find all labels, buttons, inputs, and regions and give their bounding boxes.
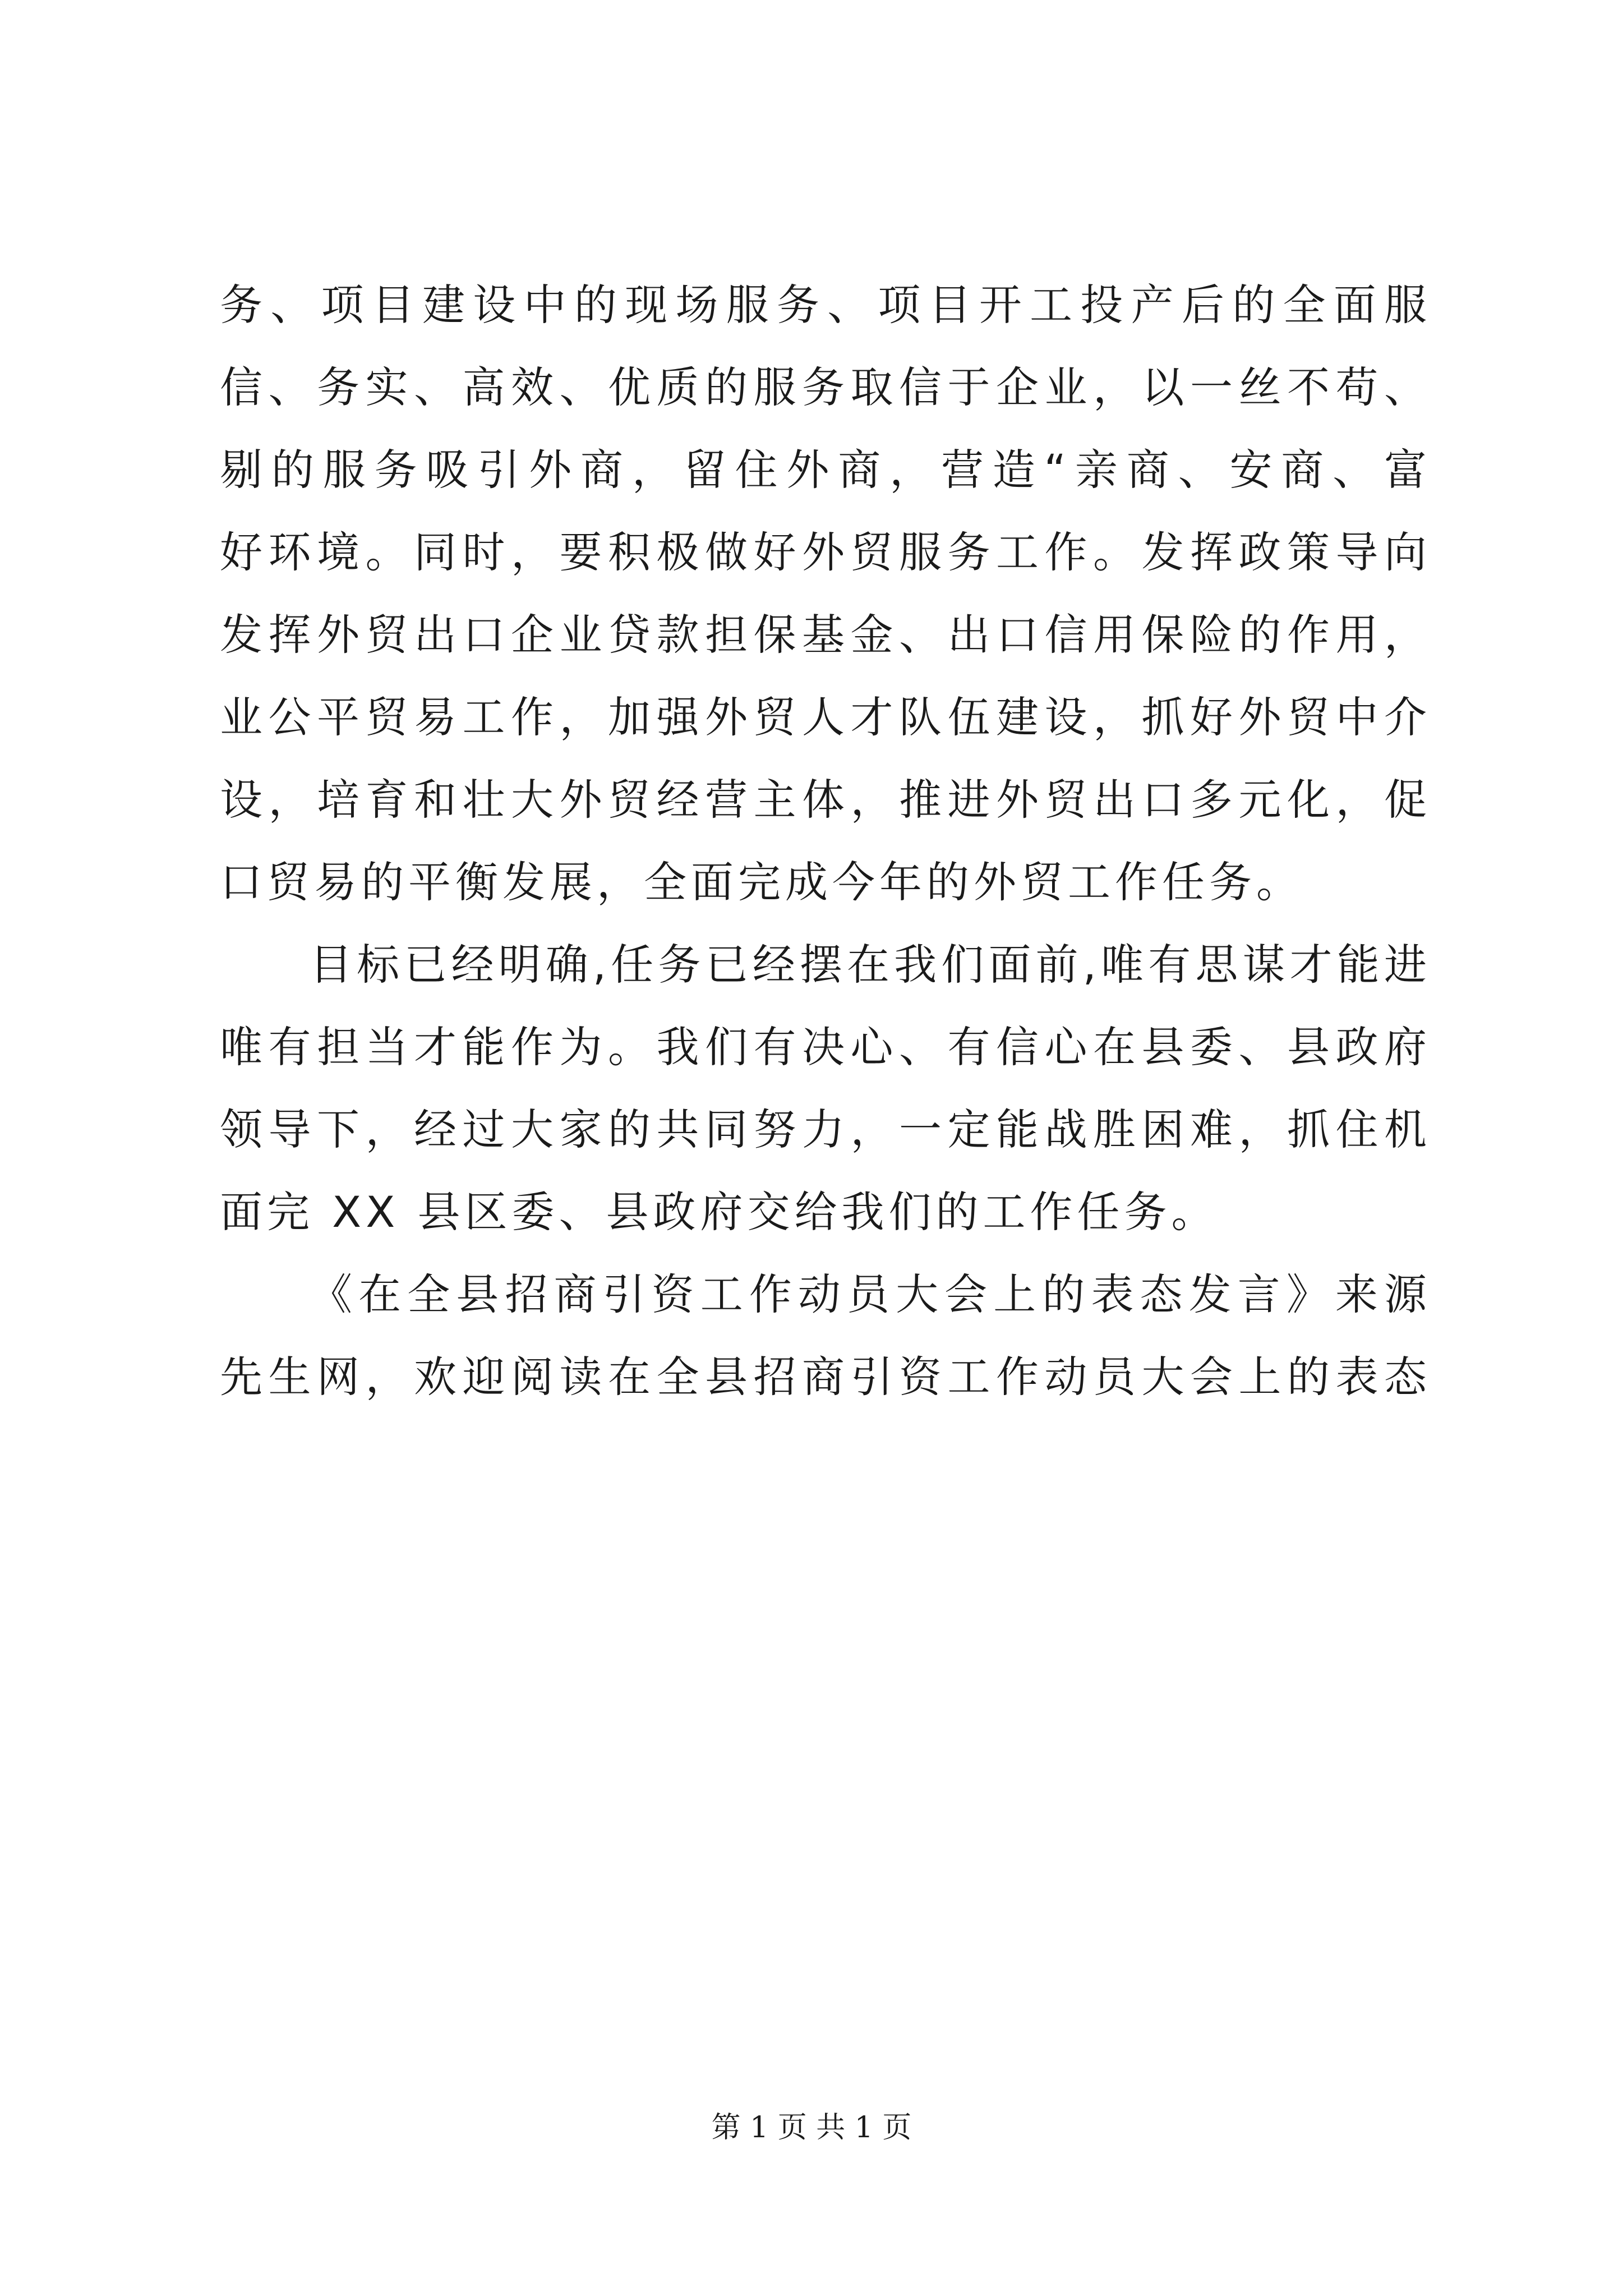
text-line: 面完 XX 县区委、县政府交给我们的工作任务。 <box>220 1187 1219 1237</box>
text-line: 信、务实、高效、优质的服务取信于企业，以一丝不苟、 <box>220 362 1431 412</box>
page-number-footer: 第 1 页 共 1 页 <box>711 2111 912 2145</box>
text-line: 唯有担当才能作为。我们有决心、有信心在县委、县政府 <box>220 1022 1431 1072</box>
text-line: 务、项目建设中的现场服务、项目开工投产后的全面服 <box>220 280 1431 330</box>
text-line: 好环境。同时，要积极做好外贸服务工作。发挥政策导向 <box>220 527 1431 577</box>
text-line: 领导下，经过大家的共同努力，一定能战胜困难，抓住机 <box>220 1105 1431 1154</box>
text-line: 设，培育和壮大外贸经营主体，推进外贸出口多元化，促 <box>220 775 1431 825</box>
text-line: 业公平贸易工作，加强外贸人才队伍建设，抓好外贸中介 <box>220 692 1431 742</box>
text-line: 剔的服务吸引外商，留住外商，营造“亲商、安商、富 <box>220 445 1431 495</box>
document-body <box>220 264 1431 1418</box>
paragraph-first-line: 《在全县招商引资工作动员大会上的表态发言》来源 <box>310 1269 1431 1319</box>
text-line: 发挥外贸出口企业贷款担保基金、出口信用保险的作用， <box>220 610 1431 660</box>
paragraph-first-line: 目标已经明确,任务已经摆在我们面前,唯有思谋才能进 <box>310 940 1431 990</box>
text-line: 先生网，欢迎阅读在全县招商引资工作动员大会上的表态 <box>220 1352 1431 1402</box>
text-line: 口贸易的平衡发展，全面完成今年的外贸工作任务。 <box>220 857 1303 907</box>
